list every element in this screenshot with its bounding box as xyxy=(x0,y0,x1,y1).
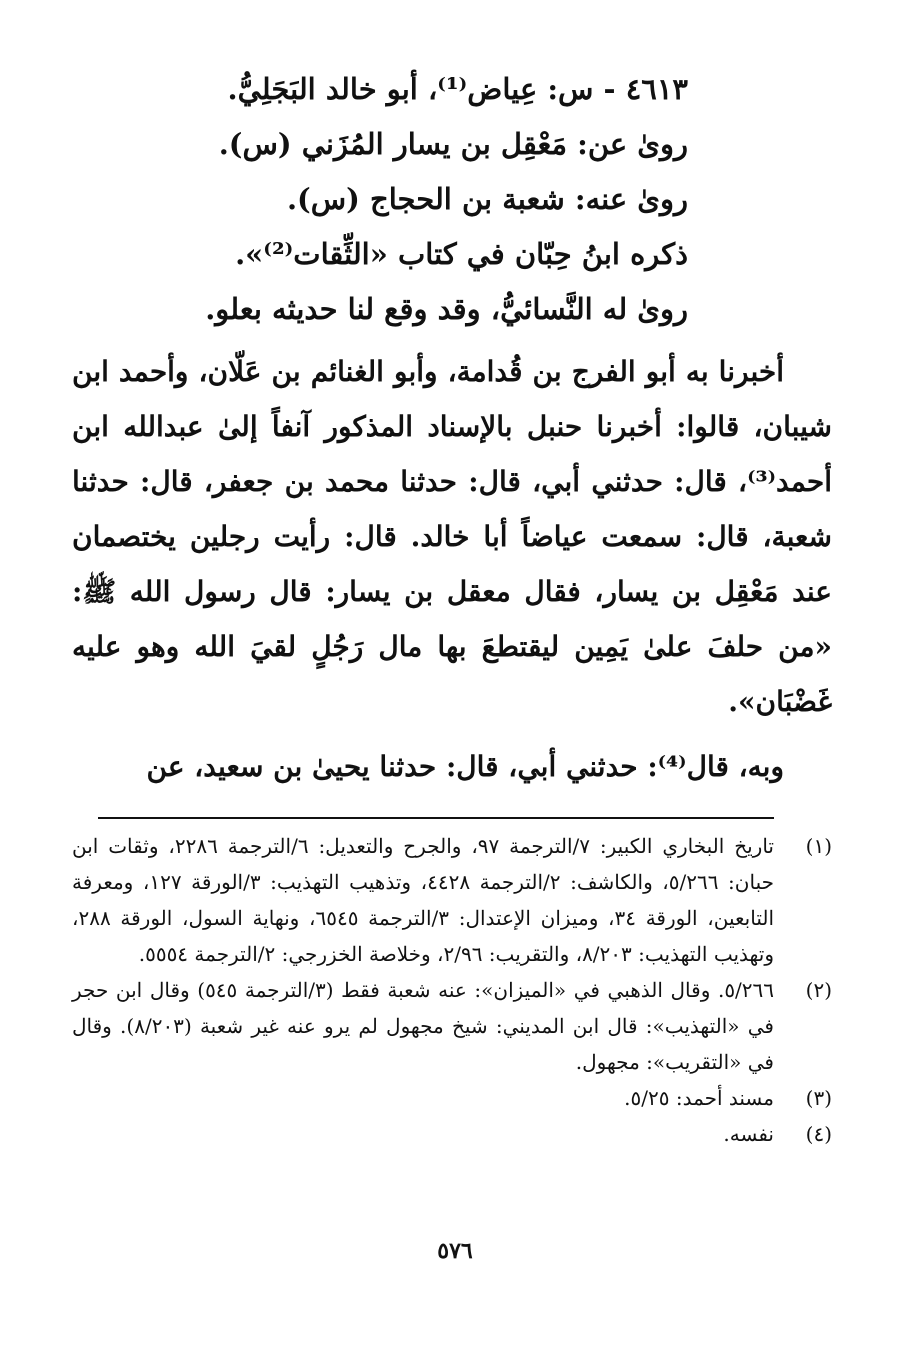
narration-line: روىٰ له النَّسائيُّ، وقد وقع لنا حديثه بعلو. xyxy=(205,292,688,326)
hadith-paragraph-1: أخبرنا به أبو الفرج بن قُدامة، وأبو الغنائم بن عَلّان، وأحمد ابن شيبان، قالوا: أخبرنا حنبل بالإسناد المذكور آنفاً إلىٰ عبدالله ابن أحمد⁽³⁾، قال: حدثني أبي، قال: حدثنا محمد بن جعفر، قال: حدثنا شعبة، قال: سمعت عياضاً أبا خالد. قال: رأيت رجلين يختصمان عند مَعْقِل بن يسار، فقال معقل بن يسار: قال رسول الله ﷺ: «من حلفَ علىٰ يَمِين ليقتطعَ بها مال رَجُلٍ لقيَ الله وهو عليه غَضْبَان». xyxy=(72,355,832,718)
footnote xyxy=(72,1080,832,1116)
footnote-text: مسند أحمد: ٥/٢٥. xyxy=(624,1086,774,1110)
narrated-from-line: روىٰ عن: مَعْقِل بن يسار المُزَني (س). xyxy=(218,127,688,161)
footnote-number: (٤) xyxy=(805,1122,832,1146)
footnote-text: تاريخ البخاري الكبير: ٧/الترجمة ٩٧، والجرح والتعديل: ٦/الترجمة ٢٢٨٦، وثقات ابن حبان: ٥/٢٦٦، والكاشف: ٢/الترجمة ٤٤٢٨، وتذهيب التهذيب: ٣/الورقة ١٢٧، ومعرفة التابعين، الورقة ٣٤، وميزان الإعتدال: ٣/الترجمة ٦٥٤٥، ونهاية السول، الورقة ٢٨٨، وتهذيب التهذيب: ٨/٢٠٣، والتقريب: ٢/٩٦، وخلاصة الخزرجي: ٢/الترجمة ٥٥٥٤. xyxy=(72,834,775,966)
footnote xyxy=(72,828,832,972)
entry-heading: ٤٦١٣ - س: عِياض⁽¹⁾، أبو خالد البَجَلِيُّ. xyxy=(227,72,688,106)
footnote-text: نفسه. xyxy=(723,1122,774,1146)
footnote-text: ٥/٢٦٦. وقال الذهبي في «الميزان»: عنه شعبة فقط (٣/الترجمة ٥٤٥) وقال ابن حجر في «التهذيب»: قال ابن المديني: شيخ مجهول لم يرو عنه غير شعبة (٨/٢٠٣). وقال في «التقريب»: مجهول. xyxy=(72,978,775,1074)
hadith-text xyxy=(72,344,832,794)
hadith-paragraph-2: وبه، قال⁽⁴⁾: حدثني أبي، قال: حدثنا يحيىٰ بن سعيد، عن xyxy=(146,750,784,783)
footnote xyxy=(72,972,832,1080)
narrated-by-line: روىٰ عنه: شعبة بن الحجاج (س). xyxy=(286,182,688,216)
footnotes xyxy=(72,828,832,1152)
footnote-number: (٣) xyxy=(805,1086,832,1110)
footnote xyxy=(72,1116,832,1152)
biography-entry xyxy=(188,62,688,337)
footnote-number: (٢) xyxy=(805,978,832,1002)
mention-line: ذكره ابنُ حِبّان في كتاب «الثِّقات⁽²⁾». xyxy=(235,237,688,271)
footnote-number: (١) xyxy=(805,834,832,858)
footnote-divider xyxy=(98,817,774,819)
page-number: ٥٧٦ xyxy=(437,1238,473,1264)
